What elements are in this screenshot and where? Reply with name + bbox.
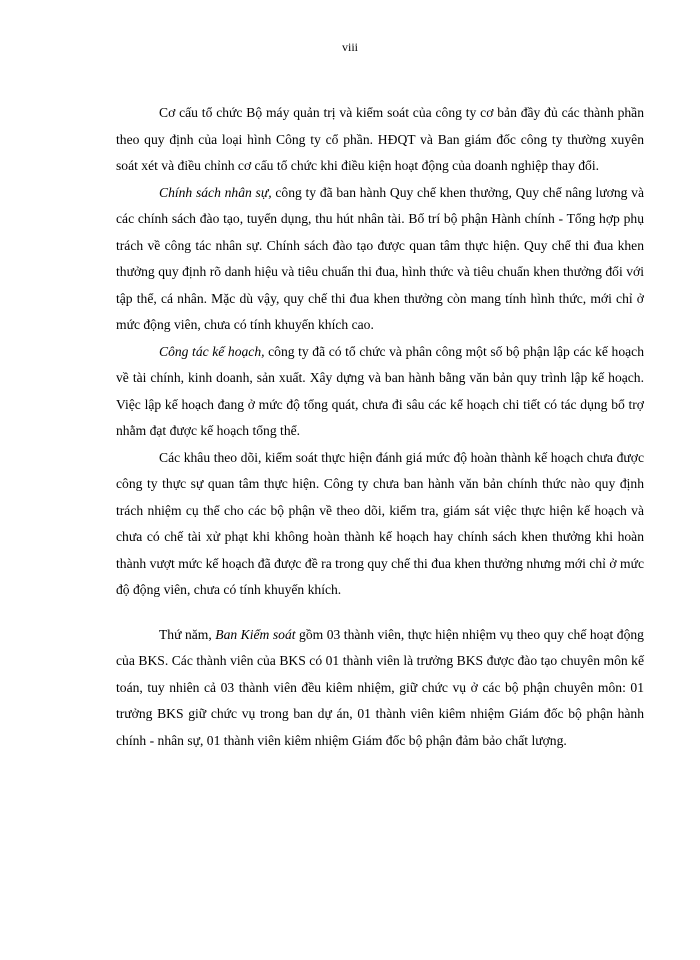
paragraph-text: Cơ cấu tổ chức Bộ máy quản trị và kiểm soát của công ty cơ bản đầy đủ các thành phần theo quy định của loại hình Công ty cổ phần. HĐQT và Ban giám đốc công ty thường xuyên soát xét và điều chỉnh cơ cấu tổ chức khi điều kiện hoạt động của doanh nghiệp thay đổi. bbox=[116, 105, 644, 173]
paragraph-text: công ty đã ban hành Quy chế khen thưởng, Quy chế nâng lương và các chính sách đào tạo, tuyển dụng, thu hút nhân tài. Bố trí bộ phận Hành chính - Tổng hợp phụ trách về công tác nhân sự. Chính sách đào tạo được quan tâm thực hiện. Quy chế thi đua khen thưởng quy định rõ danh hiệu và tiêu chuẩn thi đua, hình thức và tiêu chuẩn khen thưởng đối với tập thể, cá nhân. Mặc dù vậy, quy chế thi đua khen thưởng còn mang tính hình thức, mới chỉ ở mức động viên, chưa có tính khuyến khích cao. bbox=[116, 184, 644, 332]
paragraph-italic-lead: Công tác kế hoạch, bbox=[159, 343, 265, 359]
paragraph-monitoring bbox=[116, 445, 644, 604]
paragraph-text: công ty đã có tổ chức và phân công một số bộ phận lập các kế hoạch về tài chính, kinh doanh, sản xuất. Xây dựng và ban hành bằng văn bản quy trình lập kế hoạch. Việc lập kế hoạch đang ở mức độ tổng quát, chưa đi sâu các kế hoạch chi tiết có tác dụng bổ trợ nhằm đạt được kế hoạch tổng thể. bbox=[116, 343, 644, 438]
paragraph-personnel-policy bbox=[116, 180, 644, 339]
paragraph-text: gồm 03 thành viên, thực hiện nhiệm vụ theo quy chế hoạt động của BKS. Các thành viên của BKS có 01 thành viên là trưởng BKS được đào tạo chuyên môn kế toán, tuy nhiên cả 03 thành viên đều kiêm nhiệm, giữ chức vụ ở các bộ phận chuyên môn: 01 trưởng BKS giữ chức vụ trong ban dự án, 01 thành viên kiêm nhiệm Giám đốc bộ phận hành chính - nhân sự, 01 thành viên kiêm nhiệm Giám đốc bộ phận đảm bảo chất lượng. bbox=[116, 626, 644, 748]
paragraph-text: Các khâu theo dõi, kiểm soát thực hiện đánh giá mức độ hoàn thành kế hoạch chưa được công ty thực sự quan tâm thực hiện. Công ty chưa ban hành văn bản chính thức nào quy định trách nhiệm cụ thể cho các bộ phận về theo dõi, kiểm tra, giám sát việc thực hiện kế hoạch và chưa có chế tài xử phạt khi không hoàn thành kế hoạch hay chính sách khen thưởng khi hoàn thành vượt mức kế hoạch đã được đề ra trong quy chế thi đua khen thưởng nhưng mới chỉ ở mức độ động viên, chưa có tính khuyến khích. bbox=[116, 449, 644, 597]
paragraph-planning bbox=[116, 339, 644, 445]
page-number: viii bbox=[341, 40, 358, 54]
paragraph-italic-lead: Chính sách nhân sự, bbox=[159, 184, 272, 200]
paragraph-gap bbox=[116, 604, 644, 622]
document-body bbox=[116, 100, 644, 754]
paragraph-organization-structure bbox=[116, 100, 644, 180]
paragraph-text-before: Thứ năm, bbox=[159, 626, 216, 642]
paragraph-supervisory-board bbox=[116, 622, 644, 755]
paragraph-italic-term: Ban Kiểm soát bbox=[215, 626, 296, 642]
